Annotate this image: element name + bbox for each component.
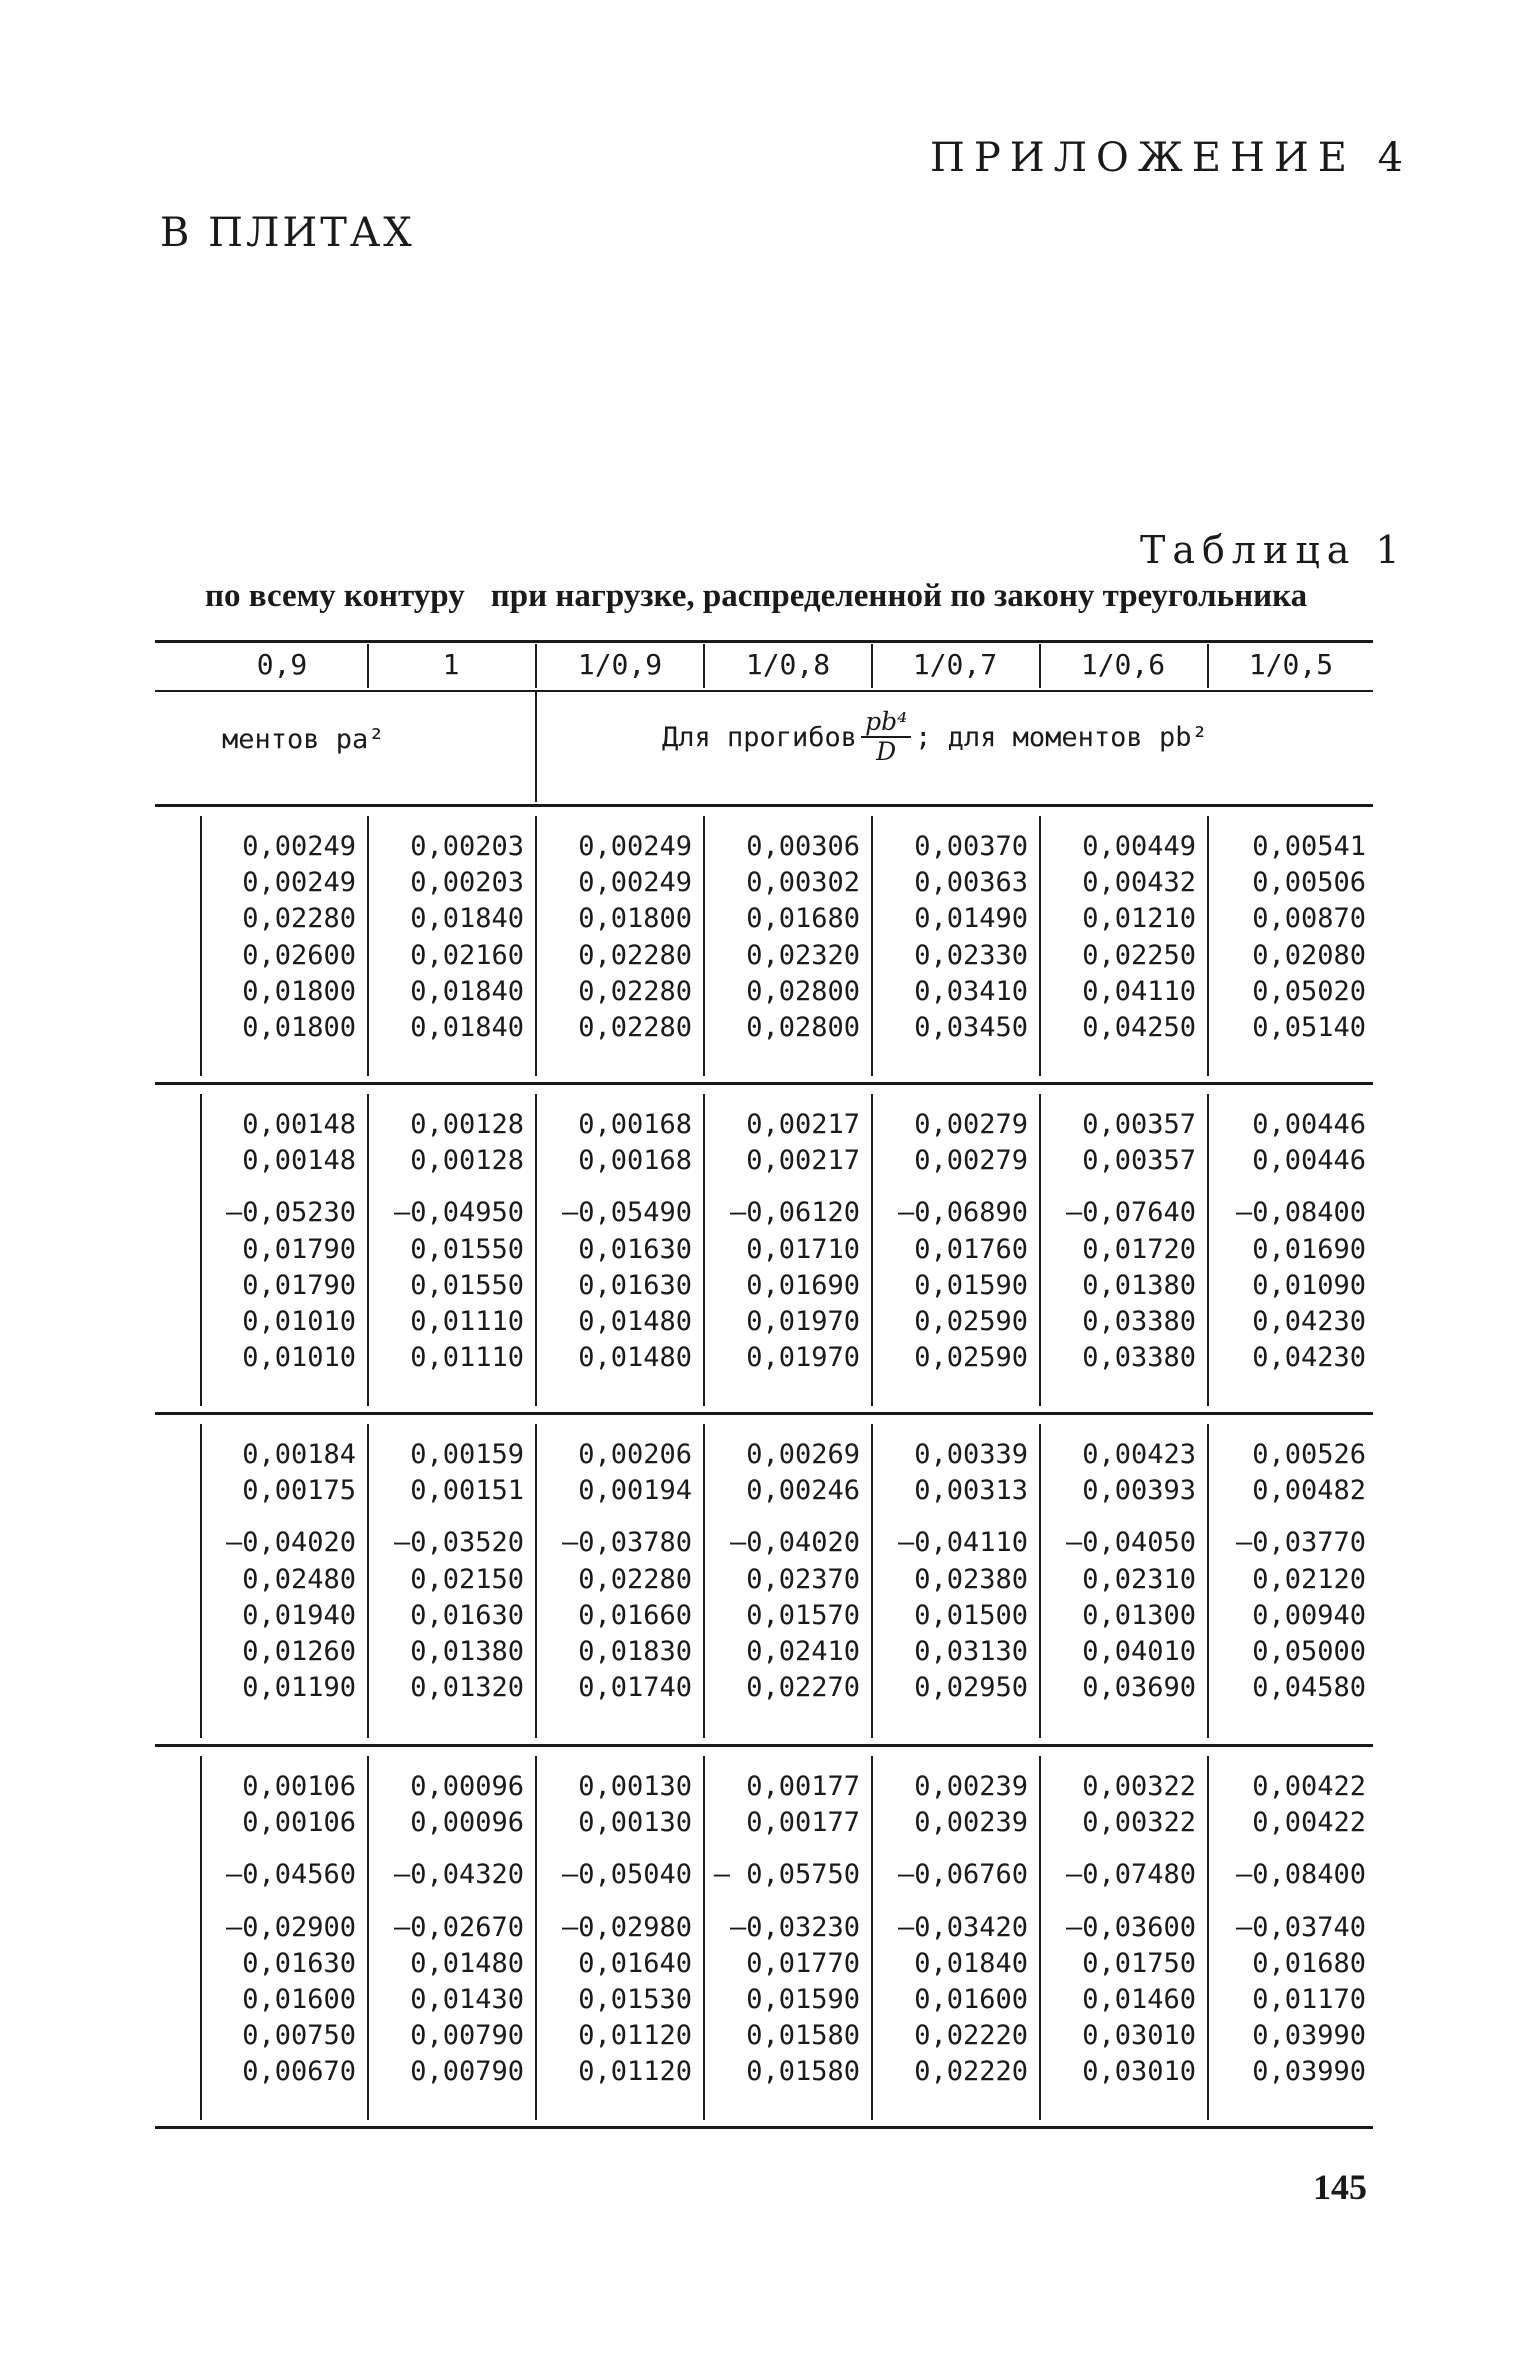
table-cell: 0,02150	[410, 1563, 524, 1595]
group-col-separator	[367, 1424, 369, 1738]
table-cell: 0,01210	[1082, 903, 1196, 935]
table-cell: 0,03410	[914, 975, 1028, 1007]
table-cell: 0,00249	[578, 831, 692, 862]
table-cell: 0,01570	[746, 1599, 860, 1631]
table-cell: 0,01480	[410, 1947, 524, 1979]
table-cell: —0,04020	[729, 1527, 860, 1559]
table-cell: 0,01940	[242, 1599, 356, 1631]
table-cell: 0,00239	[914, 1807, 1028, 1839]
table-cell: 0,00446	[1252, 1109, 1366, 1140]
table-cell: 0,02160	[410, 939, 524, 971]
column-header: 0,9	[256, 648, 308, 681]
table-cell: 0,01120	[578, 2020, 692, 2052]
table-cell: 0,01500	[914, 1599, 1028, 1631]
table-cell: —0,04320	[393, 1859, 524, 1891]
table-cell: 0,01660	[578, 1599, 692, 1631]
table-cell: 0,00177	[746, 1807, 860, 1839]
table-cell: 0,01320	[410, 1672, 524, 1704]
table-cell: 0,01460	[1082, 1984, 1196, 2015]
table-cell: 0,01590	[914, 1269, 1028, 1301]
table-cell: —0,03740	[1235, 1911, 1366, 1943]
table-cell: 0,00106	[242, 1807, 356, 1839]
table-cell: 0,02280	[578, 1563, 692, 1595]
table-cell: 0,01600	[242, 1984, 356, 2015]
table-cell: 0,02590	[914, 1342, 1028, 1374]
table-cell: 0,01300	[1082, 1599, 1196, 1631]
group-col-separator	[871, 1094, 873, 1406]
table-cell: —0,04110	[897, 1527, 1028, 1559]
page-number: 145	[1313, 2167, 1367, 2207]
table-cell: 0,00313	[914, 1475, 1028, 1507]
table-cell: 0,00194	[578, 1475, 692, 1507]
column-header: 1/0,8	[745, 648, 831, 681]
table-cell: 0,02380	[914, 1563, 1028, 1595]
table-cell: 0,01600	[914, 1984, 1028, 2015]
table-cell: —0,05040	[561, 1859, 692, 1891]
subheader-right	[662, 708, 1208, 766]
table-cell: —0,08400	[1235, 1859, 1366, 1891]
group-col-separator	[1207, 816, 1209, 1076]
table-cell: 0,01630	[410, 1599, 524, 1631]
table-cell: 0,02250	[1082, 939, 1196, 971]
deflection-fraction	[861, 708, 911, 766]
table-cell: —0,04560	[225, 1859, 356, 1891]
table-cell: 0,01750	[1082, 1947, 1196, 1979]
table-cell: 0,02220	[914, 2056, 1028, 2088]
group-col-separator	[367, 1756, 369, 2120]
table-cell: 0,01790	[242, 1269, 356, 1301]
table-cell: 0,02410	[746, 1636, 860, 1667]
table-cell: 0,00449	[1082, 831, 1196, 862]
table-cell: 0,01550	[410, 1233, 524, 1265]
header-bottom-rule	[155, 804, 1373, 807]
table-cell: 0,04110	[1082, 975, 1196, 1007]
group-col-separator	[703, 1424, 705, 1738]
table-cell: 0,01530	[578, 1984, 692, 2015]
table-cell: 0,00750	[242, 2020, 356, 2052]
group-left-rule	[200, 1756, 202, 2120]
table-cell: —0,06760	[897, 1859, 1028, 1891]
header-col-separator	[535, 644, 537, 688]
group-col-separator	[1207, 1094, 1209, 1406]
table-cell: 0,00184	[242, 1439, 356, 1470]
table-cell: 0,01490	[914, 903, 1028, 935]
table-cell: —0,07640	[1065, 1197, 1196, 1229]
table-cell: 0,02120	[1252, 1563, 1366, 1595]
table-cell: 0,01550	[410, 1269, 524, 1301]
table-cell: 0,04580	[1252, 1672, 1366, 1704]
table-cell: 0,00357	[1082, 1145, 1196, 1177]
table-cell: 0,05000	[1252, 1636, 1366, 1667]
table-cell: 0,02220	[914, 2020, 1028, 2052]
table-cell: 0,03010	[1082, 2020, 1196, 2052]
table-cell: 0,03010	[1082, 2056, 1196, 2088]
table-cell: 0,00206	[578, 1439, 692, 1470]
table-cell: 0,01630	[242, 1947, 356, 1979]
table-cell: 0,00159	[410, 1439, 524, 1470]
table-cell: 0,01710	[746, 1233, 860, 1265]
table-caption	[205, 578, 1307, 615]
table-cell: – 0,05750	[713, 1859, 860, 1891]
table-cell: 0,01580	[746, 2056, 860, 2088]
fraction-denominator: D	[876, 737, 897, 766]
table-cell: 0,01580	[746, 2020, 860, 2052]
table-cell: —0,02670	[393, 1911, 524, 1943]
table-cell: 0,01630	[578, 1233, 692, 1265]
table-cell: 0,01110	[410, 1342, 524, 1374]
table-cell: 0,00446	[1252, 1145, 1366, 1177]
header-top-rule	[155, 640, 1373, 643]
table-cell: 0,01680	[1252, 1947, 1366, 1979]
table-cell: 0,00306	[746, 831, 860, 862]
group-col-separator	[535, 1424, 537, 1738]
group-col-separator	[871, 1756, 873, 2120]
table-cell: 0,02280	[578, 1012, 692, 1043]
table-cell: —0,03230	[729, 1911, 860, 1943]
table-cell: 0,00096	[410, 1807, 524, 1839]
group-col-separator	[1039, 1094, 1041, 1406]
table-cell: 0,01190	[242, 1672, 356, 1704]
table-cell: 0,00269	[746, 1439, 860, 1470]
group-col-separator	[535, 1094, 537, 1406]
table-cell: 0,00790	[410, 2056, 524, 2088]
table-cell: 0,00249	[578, 867, 692, 899]
group-bottom-rule	[155, 1412, 1373, 1415]
table-cell: 0,01690	[746, 1269, 860, 1301]
column-header: 1/0,7	[912, 648, 998, 681]
table-cell: —0,06120	[729, 1197, 860, 1229]
table-cell: 0,00541	[1252, 831, 1366, 862]
table-cell: 0,00670	[242, 2056, 356, 2088]
group-col-separator	[1207, 1424, 1209, 1738]
table-cell: 0,00422	[1252, 1771, 1366, 1802]
table-cell: 0,00506	[1252, 867, 1366, 899]
column-header: 1	[442, 648, 460, 681]
group-col-separator	[1207, 1756, 1209, 2120]
table-cell: 0,01010	[242, 1306, 356, 1337]
table-cell: 0,00526	[1252, 1439, 1366, 1470]
table-cell: 0,01840	[914, 1947, 1028, 1979]
table-cell: 0,02280	[242, 903, 356, 935]
table-cell: 0,00203	[410, 831, 524, 862]
table-cell: 0,01110	[410, 1306, 524, 1337]
table-cell: 0,02280	[578, 939, 692, 971]
table-cell: 0,02310	[1082, 1563, 1196, 1595]
table-cell: 0,04010	[1082, 1636, 1196, 1667]
table-cell: 0,00128	[410, 1145, 524, 1177]
table-cell: 0,04230	[1252, 1306, 1366, 1337]
table-cell: 0,00339	[914, 1439, 1028, 1470]
group-col-separator	[703, 1094, 705, 1406]
table-cell: —0,03420	[897, 1911, 1028, 1943]
table-cell: 0,01800	[578, 903, 692, 935]
subheader-right-suffix: ; для моментов pb²	[915, 721, 1208, 753]
table-cell: 0,00246	[746, 1475, 860, 1507]
table-cell: 0,01740	[578, 1672, 692, 1704]
table-cell: 0,00322	[1082, 1771, 1196, 1802]
table-cell: 0,01970	[746, 1306, 860, 1337]
group-col-separator	[871, 1424, 873, 1738]
table-cell: 0,01260	[242, 1636, 356, 1667]
table-cell: 0,04250	[1082, 1012, 1196, 1043]
table-cell: 0,00130	[578, 1807, 692, 1839]
table-cell: 0,01480	[578, 1342, 692, 1374]
table-cell: 0,00203	[410, 867, 524, 899]
table-cell: —0,04950	[393, 1197, 524, 1229]
group-col-separator	[367, 816, 369, 1076]
table-cell: 0,00249	[242, 867, 356, 899]
table-cell: 0,00870	[1252, 903, 1366, 935]
table-cell: 0,01970	[746, 1342, 860, 1374]
table-cell: 0,03130	[914, 1636, 1028, 1667]
table-cell: —0,04050	[1065, 1527, 1196, 1559]
table-cell: 0,00432	[1082, 867, 1196, 899]
table-cell: 0,00423	[1082, 1439, 1196, 1470]
table-label: Таблица 1	[1140, 528, 1407, 572]
table-cell: 0,01720	[1082, 1233, 1196, 1265]
table-cell: 0,00357	[1082, 1109, 1196, 1140]
table-cell: —0,03770	[1235, 1527, 1366, 1559]
group-col-separator	[871, 816, 873, 1076]
table-cell: 0,01800	[242, 975, 356, 1007]
group-left-rule	[200, 1424, 202, 1738]
table-cell: 0,02370	[746, 1563, 860, 1595]
header-mid-rule	[155, 690, 1373, 692]
header-col-separator	[703, 644, 705, 688]
caption-left: по всему контуру	[205, 578, 465, 614]
group-left-rule	[200, 816, 202, 1076]
table-cell: 0,03690	[1082, 1672, 1196, 1704]
column-header: 1/0,5	[1248, 648, 1334, 681]
table-cell: 0,01380	[410, 1636, 524, 1667]
table-cell: 0,03990	[1252, 2020, 1366, 2052]
table-cell: 0,00790	[410, 2020, 524, 2052]
table-cell: —0,03520	[393, 1527, 524, 1559]
group-col-separator	[535, 816, 537, 1076]
table-cell: 0,02590	[914, 1306, 1028, 1337]
table-cell: 0,01480	[578, 1306, 692, 1337]
table-cell: —0,03780	[561, 1527, 692, 1559]
table-cell: 0,01680	[746, 903, 860, 935]
header-col-separator	[1207, 644, 1209, 688]
table-cell: 0,01830	[578, 1636, 692, 1667]
table-cell: 0,00096	[410, 1771, 524, 1802]
table-cell: 0,01170	[1252, 1984, 1366, 2015]
table-cell: –0,05490	[561, 1197, 692, 1229]
subheader-left-text: ментов pa²	[222, 724, 385, 755]
table-cell: 0,00322	[1082, 1807, 1196, 1839]
appendix-title: ПРИЛОЖЕНИЕ 4	[930, 135, 1413, 181]
table-cell: 0,01790	[242, 1233, 356, 1265]
caption-right: при нагрузке, распределенной по закону треугольника	[490, 578, 1308, 614]
header-col-separator	[367, 644, 369, 688]
table-cell: 0,01430	[410, 1984, 524, 2015]
table-cell: 0,04230	[1252, 1342, 1366, 1374]
table-cell: 0,05020	[1252, 975, 1366, 1007]
table-cell: —0,03600	[1065, 1911, 1196, 1943]
table-cell: 0,00106	[242, 1771, 356, 1802]
table-cell: 0,00130	[578, 1771, 692, 1802]
table-cell: 0,03380	[1082, 1342, 1196, 1374]
table-cell: 0,03990	[1252, 2056, 1366, 2088]
table-cell: 0,05140	[1252, 1012, 1366, 1043]
table-cell: 0,00168	[578, 1145, 692, 1177]
table-cell: 0,00239	[914, 1771, 1028, 1802]
table-cell: 0,01630	[578, 1269, 692, 1301]
header-col-separator	[871, 644, 873, 688]
table-cell: 0,02280	[578, 975, 692, 1007]
group-col-separator	[367, 1094, 369, 1406]
table-cell: 0,01590	[746, 1984, 860, 2015]
header-col-separator	[1039, 644, 1041, 688]
table-cell: 0,02480	[242, 1563, 356, 1595]
table-cell: 0,02330	[914, 939, 1028, 971]
table-cell: 0,01690	[1252, 1233, 1366, 1265]
group-col-separator	[1039, 1424, 1041, 1738]
table-cell: 0,01120	[578, 2056, 692, 2088]
subheader-right-prefix: Для прогибов	[662, 721, 858, 753]
table-cell: 0,03380	[1082, 1306, 1196, 1337]
table-cell: 0,01760	[914, 1233, 1028, 1265]
group-bottom-rule	[155, 2126, 1373, 2129]
column-header: 1/0,9	[577, 648, 663, 681]
table-cell: 0,01640	[578, 1947, 692, 1979]
group-col-separator	[703, 816, 705, 1076]
table-cell: —0,02900	[225, 1911, 356, 1943]
table-cell: 0,00148	[242, 1109, 356, 1140]
table-cell: 0,00148	[242, 1145, 356, 1177]
table-cell: 0,00217	[746, 1109, 860, 1140]
table-cell: 0,00249	[242, 831, 356, 862]
table-cell: 0,01090	[1252, 1269, 1366, 1301]
table-cell: 0,00279	[914, 1109, 1028, 1140]
table-cell: —0,04020	[225, 1527, 356, 1559]
table-cell: 0,00128	[410, 1109, 524, 1140]
table-cell: 0,00370	[914, 831, 1028, 862]
table-cell: 0,00363	[914, 867, 1028, 899]
table-cell: 0,00482	[1252, 1475, 1366, 1507]
table-cell: 0,00940	[1252, 1599, 1366, 1631]
table-cell: 0,00151	[410, 1475, 524, 1507]
group-bottom-rule	[155, 1082, 1373, 1085]
column-header: 1/0,6	[1080, 648, 1166, 681]
group-col-separator	[1039, 816, 1041, 1076]
table-cell: 0,01380	[1082, 1269, 1196, 1301]
table-cell: 0,00177	[746, 1771, 860, 1802]
table-cell: 0,01840	[410, 1012, 524, 1043]
table-cell: 0,00279	[914, 1145, 1028, 1177]
table-cell: 0,02320	[746, 939, 860, 971]
table-cell: 0,02950	[914, 1672, 1028, 1704]
group-left-rule	[200, 1094, 202, 1406]
table-cell: 0,03450	[914, 1012, 1028, 1043]
table-cell: 0,02270	[746, 1672, 860, 1704]
table-cell: 0,00393	[1082, 1475, 1196, 1507]
table-cell: 0,01840	[410, 975, 524, 1007]
table-cell: 0,01010	[242, 1342, 356, 1374]
table-cell: —0,07480	[1065, 1859, 1196, 1891]
group-bottom-rule	[155, 1744, 1373, 1747]
table-cell: 0,02600	[242, 939, 356, 971]
table-cell: 0,02080	[1252, 939, 1366, 971]
table-cell: —0,08400	[1235, 1197, 1366, 1229]
table-cell: 0,00175	[242, 1475, 356, 1507]
table-cell: 0,02800	[746, 975, 860, 1007]
table-cell: 0,01770	[746, 1947, 860, 1979]
table-cell: 0,01840	[410, 903, 524, 935]
table-cell: —0,05230	[225, 1197, 356, 1229]
table-cell: —0,06890	[897, 1197, 1028, 1229]
group-col-separator	[1039, 1756, 1041, 2120]
fraction-numerator: pb⁴	[861, 708, 911, 738]
table-cell: 0,02800	[746, 1012, 860, 1043]
table-cell: 0,00217	[746, 1145, 860, 1177]
group-col-separator	[535, 1756, 537, 2120]
subheader-left	[222, 724, 385, 755]
section-title: В ПЛИТАХ	[160, 210, 415, 256]
subheader-separator	[535, 690, 537, 802]
table-cell: 0,01800	[242, 1012, 356, 1043]
group-col-separator	[703, 1756, 705, 2120]
table-cell: —0,02980	[561, 1911, 692, 1943]
table-cell: 0,00422	[1252, 1807, 1366, 1839]
table-cell: 0,00168	[578, 1109, 692, 1140]
table-cell: 0,00302	[746, 867, 860, 899]
